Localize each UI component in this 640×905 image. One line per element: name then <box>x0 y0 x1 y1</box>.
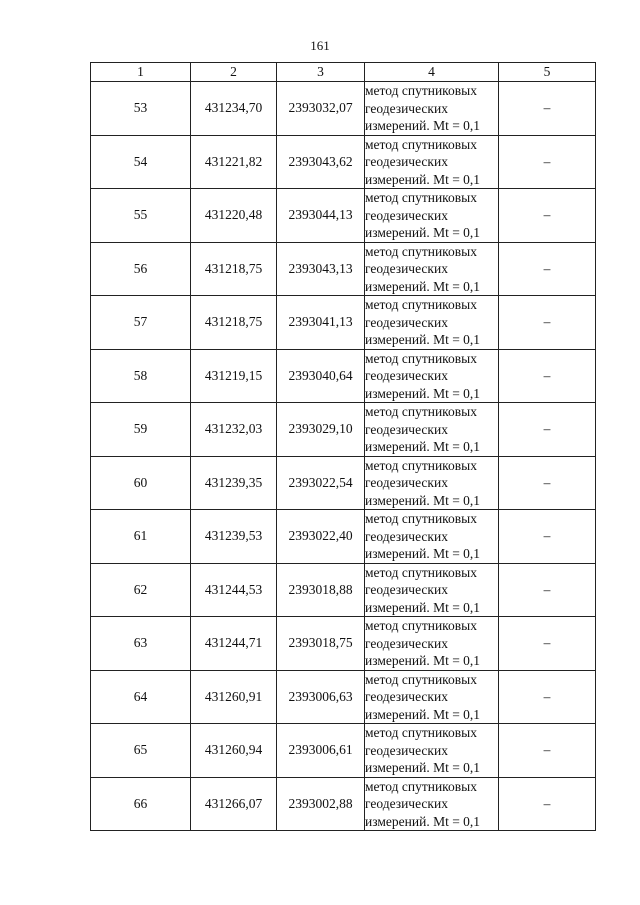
method-text: метод спутниковых геодезических измерений. Mt = 0,1 <box>365 511 481 561</box>
y-coordinate-cell: 2393041,13 <box>277 296 365 350</box>
table-row <box>91 456 596 510</box>
x-coordinate-cell: 431218,75 <box>191 296 277 350</box>
y-coordinate-cell: 2393018,88 <box>277 563 365 617</box>
method-cell <box>365 617 499 671</box>
x-coordinate-cell: 431266,07 <box>191 777 277 831</box>
point-number-cell: 66 <box>91 777 191 831</box>
table-row <box>91 135 596 189</box>
point-number-cell: 59 <box>91 403 191 457</box>
x-coordinate-cell: 431260,91 <box>191 670 277 724</box>
method-cell <box>365 724 499 778</box>
x-coordinate-cell: 431232,03 <box>191 403 277 457</box>
point-number-cell: 64 <box>91 670 191 724</box>
method-cell <box>365 456 499 510</box>
method-cell <box>365 296 499 350</box>
note-cell: – <box>499 82 596 136</box>
note-cell: – <box>499 724 596 778</box>
method-cell <box>365 242 499 296</box>
header-col-3: 3 <box>277 63 365 82</box>
method-text: метод спутниковых геодезических измерений. Mt = 0,1 <box>365 671 481 722</box>
table-row <box>91 242 596 296</box>
method-cell <box>365 403 499 457</box>
method-cell <box>365 189 499 243</box>
note-cell: – <box>499 189 596 243</box>
table-row <box>91 617 596 671</box>
point-number-cell: 63 <box>91 617 191 671</box>
table-row <box>91 296 596 350</box>
x-coordinate-cell: 431239,53 <box>191 510 277 564</box>
y-coordinate-cell: 2393043,62 <box>277 135 365 189</box>
method-text: метод спутниковых геодезических измерений. Mt = 0,1 <box>365 83 481 133</box>
note-cell: – <box>499 456 596 510</box>
x-coordinate-cell: 431244,53 <box>191 563 277 617</box>
note-cell: – <box>499 617 596 671</box>
table-row <box>91 777 596 831</box>
method-text: метод спутниковых геодезических измерений. Mt = 0,1 <box>365 618 481 668</box>
method-cell <box>365 510 499 564</box>
y-coordinate-cell: 2393006,61 <box>277 724 365 778</box>
point-number-cell: 56 <box>91 242 191 296</box>
method-cell <box>365 563 499 617</box>
y-coordinate-cell: 2393022,40 <box>277 510 365 564</box>
y-coordinate-cell: 2393044,13 <box>277 189 365 243</box>
method-text: метод спутниковых геодезических измерений. Mt = 0,1 <box>365 564 481 615</box>
note-cell: – <box>499 349 596 403</box>
method-cell <box>365 82 499 136</box>
coordinates-table <box>90 62 596 831</box>
method-text: метод спутниковых геодезических измерений. Mt = 0,1 <box>365 350 481 401</box>
method-text: метод спутниковых геодезических измерений. Mt = 0,1 <box>365 404 481 454</box>
table-header <box>91 63 596 82</box>
y-coordinate-cell: 2393002,88 <box>277 777 365 831</box>
note-cell: – <box>499 777 596 831</box>
header-col-5: 5 <box>499 63 596 82</box>
x-coordinate-cell: 431221,82 <box>191 135 277 189</box>
note-cell: – <box>499 242 596 296</box>
method-cell <box>365 670 499 724</box>
table-row <box>91 563 596 617</box>
method-cell <box>365 135 499 189</box>
y-coordinate-cell: 2393032,07 <box>277 82 365 136</box>
y-coordinate-cell: 2393029,10 <box>277 403 365 457</box>
table-body <box>91 82 596 831</box>
x-coordinate-cell: 431234,70 <box>191 82 277 136</box>
point-number-cell: 53 <box>91 82 191 136</box>
note-cell: – <box>499 296 596 350</box>
x-coordinate-cell: 431239,35 <box>191 456 277 510</box>
point-number-cell: 55 <box>91 189 191 243</box>
y-coordinate-cell: 2393022,54 <box>277 456 365 510</box>
note-cell: – <box>499 135 596 189</box>
header-col-1: 1 <box>91 63 191 82</box>
table-row <box>91 510 596 564</box>
header-col-4: 4 <box>365 63 499 82</box>
x-coordinate-cell: 431218,75 <box>191 242 277 296</box>
x-coordinate-cell: 431244,71 <box>191 617 277 671</box>
method-text: метод спутниковых геодезических измерений. Mt = 0,1 <box>365 457 481 508</box>
x-coordinate-cell: 431260,94 <box>191 724 277 778</box>
y-coordinate-cell: 2393040,64 <box>277 349 365 403</box>
table-row <box>91 724 596 778</box>
y-coordinate-cell: 2393006,63 <box>277 670 365 724</box>
method-text: метод спутниковых геодезических измерений. Mt = 0,1 <box>365 243 481 294</box>
table-row <box>91 349 596 403</box>
table-row <box>91 403 596 457</box>
y-coordinate-cell: 2393018,75 <box>277 617 365 671</box>
point-number-cell: 58 <box>91 349 191 403</box>
point-number-cell: 57 <box>91 296 191 350</box>
point-number-cell: 62 <box>91 563 191 617</box>
table-row <box>91 189 596 243</box>
point-number-cell: 54 <box>91 135 191 189</box>
y-coordinate-cell: 2393043,13 <box>277 242 365 296</box>
method-text: метод спутниковых геодезических измерений. Mt = 0,1 <box>365 778 481 829</box>
method-text: метод спутниковых геодезических измерений. Mt = 0,1 <box>365 725 481 775</box>
point-number-cell: 61 <box>91 510 191 564</box>
x-coordinate-cell: 431219,15 <box>191 349 277 403</box>
table-row <box>91 670 596 724</box>
header-col-2: 2 <box>191 63 277 82</box>
note-cell: – <box>499 403 596 457</box>
method-text: метод спутниковых геодезических измерений. Mt = 0,1 <box>365 297 481 347</box>
method-cell <box>365 777 499 831</box>
method-text: метод спутниковых геодезических измерений. Mt = 0,1 <box>365 136 481 187</box>
method-text: метод спутниковых геодезических измерений. Mt = 0,1 <box>365 190 481 240</box>
note-cell: – <box>499 510 596 564</box>
table-row <box>91 82 596 136</box>
point-number-cell: 65 <box>91 724 191 778</box>
note-cell: – <box>499 563 596 617</box>
note-cell: – <box>499 670 596 724</box>
x-coordinate-cell: 431220,48 <box>191 189 277 243</box>
header-row <box>91 63 596 82</box>
method-cell <box>365 349 499 403</box>
point-number-cell: 60 <box>91 456 191 510</box>
page-number: 161 <box>310 38 330 53</box>
